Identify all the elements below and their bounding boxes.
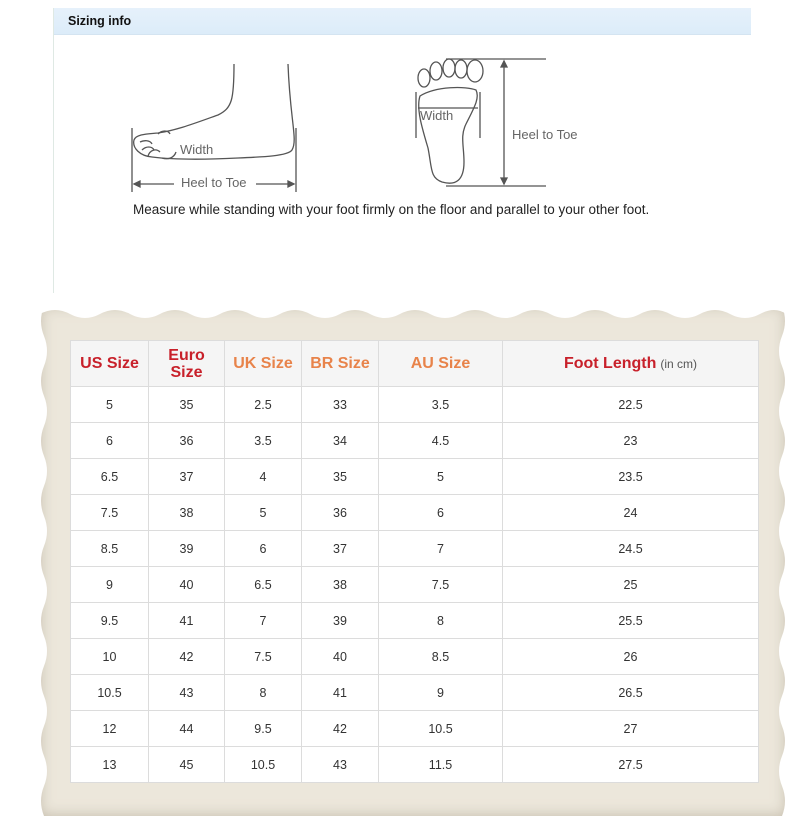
cell-br-size: 33 — [302, 387, 379, 423]
cell-uk-size: 2.5 — [225, 387, 302, 423]
side-width-label: Width — [180, 142, 214, 157]
cell-br-size: 38 — [302, 567, 379, 603]
table-header-row — [71, 341, 759, 387]
cell-us-size: 7.5 — [71, 495, 149, 531]
cell-foot-length-cm: 26.5 — [503, 675, 759, 711]
header-au-size: AU Size — [379, 341, 503, 387]
size-chart-frame — [40, 306, 786, 816]
cell-au-size: 6 — [379, 495, 503, 531]
foot-side-view-diagram — [128, 60, 303, 195]
panel-header — [54, 8, 751, 35]
cell-uk-size: 7 — [225, 603, 302, 639]
table-row — [71, 639, 759, 675]
cell-euro-size: 39 — [149, 531, 225, 567]
cell-br-size: 36 — [302, 495, 379, 531]
cell-uk-size: 9.5 — [225, 711, 302, 747]
cell-au-size: 10.5 — [379, 711, 503, 747]
cell-foot-length-cm: 23.5 — [503, 459, 759, 495]
cell-br-size: 40 — [302, 639, 379, 675]
cell-euro-size: 36 — [149, 423, 225, 459]
cell-foot-length-cm: 27 — [503, 711, 759, 747]
cell-br-size: 43 — [302, 747, 379, 783]
cell-euro-size: 35 — [149, 387, 225, 423]
cell-uk-size: 7.5 — [225, 639, 302, 675]
header-foot-length — [503, 341, 759, 387]
top-width-label: Width — [420, 108, 454, 123]
cell-us-size: 8.5 — [71, 531, 149, 567]
header-foot-length-label: Foot Length — [563, 354, 657, 372]
cell-euro-size: 37 — [149, 459, 225, 495]
table-row — [71, 675, 759, 711]
header-euro-size-label: Euro Size — [168, 346, 205, 381]
cell-au-size: 4.5 — [379, 423, 503, 459]
foot-sole-icon — [406, 58, 586, 193]
cell-au-size: 11.5 — [379, 747, 503, 783]
cell-au-size: 7 — [379, 531, 503, 567]
cell-us-size: 6 — [71, 423, 149, 459]
cell-uk-size: 3.5 — [225, 423, 302, 459]
cell-uk-size: 8 — [225, 675, 302, 711]
table-row — [71, 603, 759, 639]
cell-us-size: 13 — [71, 747, 149, 783]
cell-foot-length-cm: 24.5 — [503, 531, 759, 567]
cell-au-size: 9 — [379, 675, 503, 711]
header-euro-size — [149, 341, 225, 387]
cell-foot-length-cm: 26 — [503, 639, 759, 675]
cell-us-size: 6.5 — [71, 459, 149, 495]
table-row — [71, 531, 759, 567]
cell-euro-size: 42 — [149, 639, 225, 675]
cell-us-size: 12 — [71, 711, 149, 747]
table-row — [71, 747, 759, 783]
cell-br-size: 41 — [302, 675, 379, 711]
cell-euro-size: 41 — [149, 603, 225, 639]
cell-foot-length-cm: 23 — [503, 423, 759, 459]
cell-foot-length-cm: 27.5 — [503, 747, 759, 783]
table-row — [71, 711, 759, 747]
sizing-info-panel — [53, 8, 751, 293]
side-length-label: Heel to Toe — [181, 175, 247, 190]
cell-us-size: 9.5 — [71, 603, 149, 639]
cell-uk-size: 4 — [225, 459, 302, 495]
cell-br-size: 42 — [302, 711, 379, 747]
measure-instructions: Measure while standing with your foot firmly on the floor and parallel to your other foot. — [133, 202, 650, 217]
cell-au-size: 7.5 — [379, 567, 503, 603]
cell-us-size: 9 — [71, 567, 149, 603]
cell-foot-length-cm: 25.5 — [503, 603, 759, 639]
cell-au-size: 3.5 — [379, 387, 503, 423]
header-br-size: BR Size — [302, 341, 379, 387]
cell-uk-size: 6.5 — [225, 567, 302, 603]
table-row — [71, 567, 759, 603]
cell-euro-size: 40 — [149, 567, 225, 603]
cell-br-size: 37 — [302, 531, 379, 567]
top-length-label: Heel to Toe — [512, 127, 578, 142]
cell-uk-size: 10.5 — [225, 747, 302, 783]
cell-foot-length-cm: 22.5 — [503, 387, 759, 423]
table-row — [71, 495, 759, 531]
header-us-size: US Size — [71, 341, 149, 387]
cell-us-size: 5 — [71, 387, 149, 423]
cell-euro-size: 44 — [149, 711, 225, 747]
cell-foot-length-cm: 24 — [503, 495, 759, 531]
cell-euro-size: 43 — [149, 675, 225, 711]
cell-au-size: 8.5 — [379, 639, 503, 675]
cell-euro-size: 45 — [149, 747, 225, 783]
panel-title: Sizing info — [68, 14, 132, 28]
table-row — [71, 459, 759, 495]
table-row — [71, 387, 759, 423]
cell-au-size: 5 — [379, 459, 503, 495]
table-row — [71, 423, 759, 459]
cell-br-size: 39 — [302, 603, 379, 639]
cell-us-size: 10.5 — [71, 675, 149, 711]
cell-euro-size: 38 — [149, 495, 225, 531]
header-foot-length-unit: (in cm) — [660, 356, 698, 371]
cell-uk-size: 5 — [225, 495, 302, 531]
size-conversion-table — [70, 340, 759, 783]
cell-uk-size: 6 — [225, 531, 302, 567]
cell-br-size: 34 — [302, 423, 379, 459]
cell-br-size: 35 — [302, 459, 379, 495]
cell-au-size: 8 — [379, 603, 503, 639]
header-uk-size: UK Size — [225, 341, 302, 387]
cell-us-size: 10 — [71, 639, 149, 675]
cell-foot-length-cm: 25 — [503, 567, 759, 603]
foot-top-view-diagram — [406, 58, 586, 193]
